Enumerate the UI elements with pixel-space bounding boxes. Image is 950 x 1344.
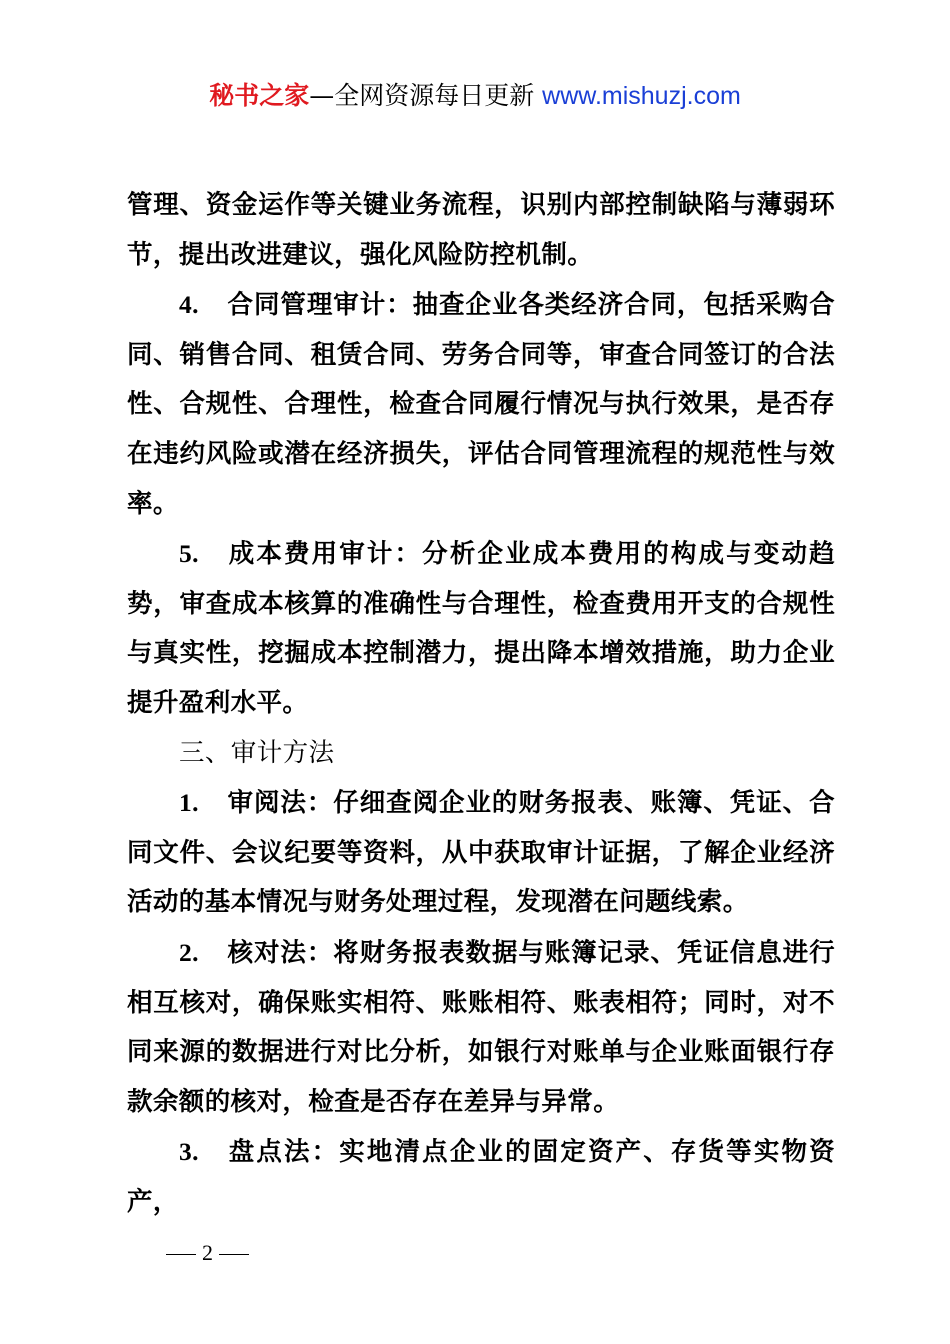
item-number: 5. — [179, 539, 199, 569]
section-heading: 三、审计方法 — [179, 737, 335, 768]
brand-name: 秘书之家 — [209, 81, 310, 110]
method-item-1 — [127, 778, 835, 928]
paragraph-text: 核对法：将财务报表数据与账簿记录、凭证信息进行相互核对，确保账实相符、账账相符、账表相符；同时，对不同来源的数据进行对比分析，如银行对账单与企业账面银行存款余额的核对，检查是否存在差异与异常。 — [127, 937, 835, 1117]
page-footer — [160, 1238, 255, 1268]
paragraph-text: 管理、资金运作等关键业务流程，识别内部控制缺陷与薄弱环节，提出改进建议，强化风险防控机制。 — [127, 190, 835, 270]
paragraph-text: 审阅法：仔细查阅企业的财务报表、账簿、凭证、合同文件、会议纪要等资料，从中获取审计证据，了解企业经济活动的基本情况与财务处理过程，发现潜在问题线索。 — [127, 788, 835, 918]
audit-item-4 — [127, 280, 835, 529]
item-number: 1. — [179, 788, 199, 818]
continued-paragraph — [127, 181, 835, 280]
paragraph-text: 合同管理审计：抽查企业各类经济合同，包括采购合同、销售合同、租赁合同、劳务合同等，审查合同签订的合法性、合规性、合理性，检查合同履行情况与执行效果，是否存在违约风险或潜在经济损失，评估合同管理流程的规范性与效率。 — [127, 290, 835, 519]
paragraph-text: 盘点法：实地清点企业的固定资产、存货等实物资产， — [127, 1137, 835, 1217]
header-tagline: —全网资源每日更新 — [309, 81, 543, 110]
site-url-link[interactable]: www.mishuzj.com — [542, 82, 741, 110]
item-number: 2. — [179, 937, 199, 967]
item-number: 3. — [179, 1137, 199, 1167]
document-body — [127, 181, 835, 1227]
paragraph-text: 成本费用审计：分析企业成本费用的构成与变动趋势，审查成本核算的准确性与合理性，检查费用开支的合规性与真实性，挖掘成本控制潜力，提出降本增效措施，助力企业提升盈利水平。 — [127, 539, 835, 718]
page-number: 2 — [202, 1240, 213, 1265]
footer-dash-right — [219, 1254, 249, 1255]
item-number: 4. — [179, 290, 199, 320]
footer-dash-left — [166, 1254, 196, 1255]
method-item-3 — [127, 1127, 835, 1227]
audit-item-5 — [127, 529, 835, 728]
method-item-2 — [127, 928, 835, 1127]
site-header — [0, 80, 950, 112]
